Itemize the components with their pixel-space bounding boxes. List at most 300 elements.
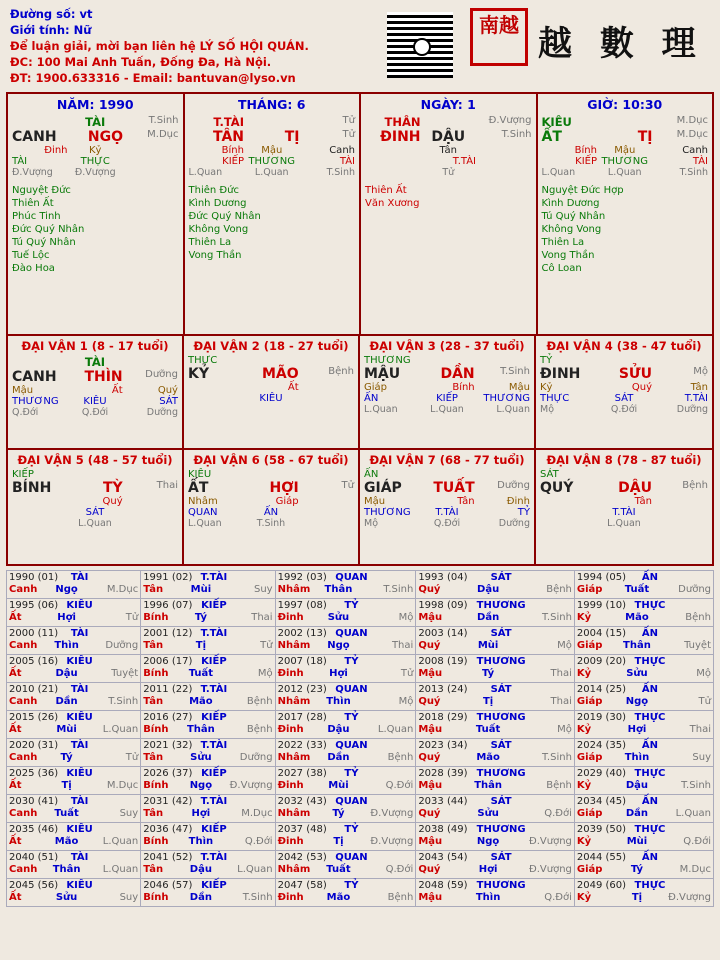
star-item: Đức Quý Nhân: [12, 224, 85, 235]
year-god: THỰC: [634, 880, 666, 891]
year-branch: Tý: [482, 668, 495, 679]
year-cell[interactable]: [416, 767, 575, 795]
dv-top-1: [419, 355, 474, 366]
dv-hidden-1: Quý: [631, 382, 652, 393]
year-label: 2003 (14): [418, 628, 468, 639]
year-stem: Tân: [143, 584, 164, 595]
year-stem: Quý: [418, 864, 441, 875]
year-cell[interactable]: [141, 655, 275, 683]
pillar-hour-phase-0: L.Quan: [541, 167, 576, 178]
dv-state: Dưỡng: [497, 480, 530, 491]
year-god: QUAN: [335, 740, 368, 751]
year-state: Đ.Vượng: [528, 864, 572, 875]
year-branch: Dậu: [477, 584, 500, 595]
header-text-block: [6, 6, 370, 92]
year-label: 2040 (51): [9, 852, 59, 863]
year-label: 2035 (46): [9, 824, 59, 835]
year-god: THƯƠNG: [476, 768, 526, 779]
year-branch: Thân: [474, 780, 503, 791]
pillar-day-state: T.Sinh: [501, 129, 532, 140]
dv-hidden-2: [299, 382, 354, 393]
year-stem: Mậu: [418, 724, 443, 735]
year-state: Q.Đới: [544, 808, 572, 819]
year-branch: Sửu: [55, 892, 78, 903]
year-cell[interactable]: [416, 711, 575, 739]
year-cell[interactable]: [574, 599, 713, 627]
year-god: KIÊU: [66, 768, 93, 779]
year-label: 2031 (42): [143, 796, 193, 807]
dv-branch: THÌN: [84, 369, 123, 385]
dv-stem: KỶ: [188, 366, 209, 382]
year-cell[interactable]: [7, 851, 141, 879]
year-cell[interactable]: [416, 851, 575, 879]
pillar-year-phase-2: [123, 167, 179, 178]
year-label: 2013 (24): [418, 684, 468, 695]
year-cell[interactable]: [574, 767, 713, 795]
year-cell[interactable]: [7, 711, 141, 739]
dv-god-0: THƯƠNG: [12, 396, 59, 407]
dv-god-1: KIÊU: [259, 393, 283, 404]
year-state: L.Quan: [377, 724, 414, 735]
year-stem: Quý: [418, 696, 441, 707]
year-god: SÁT: [490, 852, 512, 863]
dv-hidden-2: Quý: [157, 385, 178, 396]
star-item: Văn Xương: [365, 198, 420, 209]
pillar-month-star-list: [189, 184, 356, 262]
year-god: SÁT: [490, 740, 512, 751]
year-cell[interactable]: [574, 571, 713, 599]
year-state: Tuyệt: [111, 668, 139, 679]
year-god: SÁT: [490, 796, 512, 807]
year-cell[interactable]: [141, 795, 275, 823]
year-branch: Ngọ: [476, 836, 500, 847]
dv-hidden-0: Mậu: [12, 385, 34, 396]
year-cell[interactable]: [141, 767, 275, 795]
year-cell[interactable]: [574, 795, 713, 823]
year-god: KIÊU: [66, 600, 93, 611]
dv-state: Tử: [341, 480, 354, 491]
dv-god-0: ẤN: [364, 393, 379, 404]
year-cell[interactable]: [141, 683, 275, 711]
dv-god-0: QUAN: [188, 507, 218, 518]
star-item: Thiên Ất: [365, 185, 407, 196]
dv-phase-0: Q.Đới: [12, 407, 39, 418]
year-cell[interactable]: [574, 655, 713, 683]
year-label: 2025 (36): [9, 768, 59, 779]
pillar-year-top-2: T.Sinh: [148, 115, 179, 126]
dai-van-grid: [6, 336, 714, 566]
dv-phase-1: T.Sinh: [256, 518, 286, 529]
pillar-day-top-2: Đ.Vượng: [488, 115, 532, 126]
year-state: Dưỡng: [678, 584, 711, 595]
table-row: [7, 739, 714, 767]
star-item: Nguyệt Đức: [12, 185, 71, 196]
year-state: Bệnh: [546, 584, 572, 595]
header-line-duong-so: Đường số: vt: [10, 7, 93, 21]
header-line-lien-he: ĐT: 1900.633316 - Email: bantuvan@lyso.vn: [10, 71, 296, 85]
pillar-month-hidden-1: Mậu: [261, 145, 283, 156]
year-god: THỰC: [634, 768, 666, 779]
year-stem: Tân: [143, 808, 164, 819]
year-god: QUAN: [335, 628, 368, 639]
dai-van-cell-6: [184, 450, 360, 564]
header: [6, 6, 714, 92]
dv-branch: DẦN: [440, 366, 475, 382]
year-cell[interactable]: [7, 683, 141, 711]
year-god: THỰC: [634, 824, 666, 835]
table-row: [7, 767, 714, 795]
pillar-hour-god-2: TÀI: [692, 156, 708, 167]
year-label: 2027 (38): [277, 768, 327, 779]
dv-hidden-2: [652, 496, 708, 507]
star-item: Tuế Lộc: [12, 250, 50, 261]
year-label: 2028 (39): [418, 768, 468, 779]
year-stem: Canh: [9, 864, 38, 875]
year-stem: Ất: [9, 668, 22, 679]
seal-stamp: 南越: [470, 8, 528, 66]
year-label: 2015 (26): [9, 712, 59, 723]
year-state: L.Quan: [237, 864, 273, 875]
year-stem: Kỷ: [576, 836, 592, 847]
year-cell[interactable]: [416, 795, 575, 823]
year-stem: Tân: [143, 640, 164, 651]
year-stem: Đinh: [277, 892, 304, 903]
year-god: KIẾP: [201, 824, 227, 835]
star-item: Vong Thần: [188, 250, 242, 261]
year-label: 2030 (41): [9, 796, 59, 807]
dv-phase-2: L.Quan: [496, 404, 530, 415]
year-god: TÀI: [70, 852, 89, 863]
dv-stem: BÍNH: [12, 480, 52, 496]
year-cell[interactable]: [141, 823, 275, 851]
year-branch: Mùi: [328, 780, 349, 791]
pillar-month-phase-2: T.Sinh: [326, 167, 355, 178]
star-item: Phúc Tinh: [12, 211, 61, 222]
pillar-day: [361, 94, 538, 334]
year-stem: Quý: [418, 752, 441, 763]
dv-hidden-1: Bính: [452, 382, 475, 393]
pillar-year-god-0: TÀI: [12, 156, 28, 167]
dv-branch: MÃO: [261, 366, 299, 382]
dv-phase-1: L.Quan: [607, 518, 641, 529]
year-state: L.Quan: [102, 864, 139, 875]
pillar-day-stem: ĐINH: [380, 129, 421, 145]
qr-code-icon: [387, 12, 453, 78]
year-state: Q.Đới: [244, 836, 273, 847]
dv-god-1: KIÊU: [83, 396, 107, 407]
dv-phase-1: L.Quan: [430, 404, 464, 415]
year-god: ẤN: [641, 852, 658, 863]
dv-state: Mộ: [693, 366, 708, 377]
year-cell[interactable]: [7, 879, 141, 907]
pillar-month-top-1: [244, 115, 300, 129]
year-state: Thai: [550, 668, 572, 679]
year-label: 2022 (33): [277, 740, 327, 751]
year-state: M.Dục: [679, 864, 711, 875]
dv-phase-0: [12, 518, 67, 529]
year-state: Bệnh: [685, 612, 711, 623]
year-god: THƯƠNG: [476, 712, 526, 723]
year-cell[interactable]: [7, 795, 141, 823]
year-stem: Mậu: [418, 668, 443, 679]
year-cell[interactable]: [141, 851, 275, 879]
year-cell[interactable]: [275, 683, 416, 711]
year-label: 2014 (25): [576, 684, 627, 695]
year-cell[interactable]: [275, 767, 416, 795]
year-cell[interactable]: [416, 879, 575, 907]
year-state: Dưỡng: [239, 752, 273, 763]
year-god: T.TÀI: [200, 796, 228, 807]
year-stem: Giáp: [576, 584, 603, 595]
table-row: [7, 599, 714, 627]
year-stem: Ất: [9, 892, 22, 903]
year-cell[interactable]: [7, 739, 141, 767]
year-cell[interactable]: [574, 711, 713, 739]
year-god: SÁT: [490, 684, 512, 695]
year-branch: Dậu: [327, 724, 350, 735]
year-label: 2034 (45): [576, 796, 627, 807]
year-label: 2008 (19): [418, 656, 468, 667]
year-stem: Tân: [143, 864, 164, 875]
year-god: KIẾP: [201, 768, 227, 779]
year-god: KIÊU: [66, 824, 93, 835]
year-branch: Mùi: [477, 640, 499, 651]
pillar-day-hidden-0: [365, 145, 421, 156]
pillar-year-state: M.Dục: [147, 129, 179, 140]
dv-phase-2: [652, 518, 708, 529]
star-item: Tú Quý Nhân: [541, 211, 606, 222]
year-cell[interactable]: [141, 879, 275, 907]
year-state: Mộ: [257, 668, 273, 679]
year-stem: Tân: [143, 752, 164, 763]
year-cell[interactable]: [7, 823, 141, 851]
year-cell[interactable]: [275, 795, 416, 823]
year-branch: Tý: [60, 752, 73, 763]
year-stem: Bính: [143, 780, 169, 791]
year-label: 2033 (44): [418, 796, 468, 807]
dv-top-0: THỰC: [188, 355, 218, 366]
year-cell[interactable]: [141, 627, 275, 655]
pillar-hour-star-list: [542, 184, 709, 275]
year-god: QUAN: [335, 572, 368, 583]
year-cell[interactable]: [275, 879, 416, 907]
year-stem: Ất: [9, 780, 22, 791]
year-god: KIÊU: [66, 656, 93, 667]
dv-phase-0: L.Quan: [188, 518, 222, 529]
dv-phase-0: [540, 518, 596, 529]
year-cell[interactable]: [574, 739, 713, 767]
dv-phase-0: Mộ: [364, 518, 379, 529]
year-god: T.TÀI: [200, 572, 228, 583]
year-cell[interactable]: [416, 627, 575, 655]
year-cell[interactable]: [574, 627, 713, 655]
year-cell[interactable]: [416, 683, 575, 711]
table-row: [7, 683, 714, 711]
year-state: T.Sinh: [383, 584, 414, 595]
year-cell[interactable]: [416, 599, 575, 627]
star-item: Tú Quý Nhân: [12, 237, 76, 248]
dv-top-0: THƯƠNG: [364, 355, 411, 366]
year-cell[interactable]: [141, 739, 275, 767]
year-god: SÁT: [490, 572, 512, 583]
year-branch: Hợi: [191, 808, 211, 819]
star-item: Cô Loan: [541, 263, 582, 274]
year-branch: Tị: [482, 696, 494, 707]
year-cell[interactable]: [574, 683, 713, 711]
year-state: L.Quan: [102, 836, 139, 847]
year-god: ẤN: [641, 740, 658, 751]
dv-hidden-0: Kỷ: [540, 382, 553, 393]
year-label: 2037 (48): [277, 824, 327, 835]
year-state: Mộ: [696, 668, 711, 679]
year-cell[interactable]: [7, 655, 141, 683]
year-stem: Mậu: [418, 836, 443, 847]
year-cell[interactable]: [574, 823, 713, 851]
year-cell[interactable]: [275, 655, 416, 683]
year-label: 1991 (02): [143, 572, 193, 583]
year-god: ẤN: [641, 796, 658, 807]
year-cell[interactable]: [275, 823, 416, 851]
year-branch: Mão: [476, 752, 500, 763]
table-row: [7, 823, 714, 851]
dv-god-1: SÁT: [85, 507, 105, 518]
dv-state: Bệnh: [682, 480, 708, 491]
dv-phase-2: Dưỡng: [676, 404, 708, 415]
dv-god-1: T.TÀI: [435, 507, 459, 518]
year-stem: Canh: [9, 584, 38, 595]
year-cell[interactable]: [275, 739, 416, 767]
dv-state: T.Sinh: [500, 366, 530, 377]
pillar-day-title: NGÀY: 1: [420, 97, 476, 112]
year-branch: Tị: [631, 892, 643, 903]
year-cell[interactable]: [7, 767, 141, 795]
pillar-month-branch: TỊ: [284, 129, 300, 145]
pillar-day-god-0: [365, 156, 421, 167]
year-stem: Canh: [9, 808, 38, 819]
dv-top-2: [299, 469, 354, 480]
dv-top-2: [652, 355, 708, 366]
star-item: Không Vong: [188, 224, 249, 235]
dv-stem: CANH: [12, 369, 57, 385]
dv-god-0: [188, 393, 243, 404]
dv-hidden-2: Đinh: [506, 496, 530, 507]
dv-phase-2: Dưỡng: [146, 407, 178, 418]
year-branch: Dần: [327, 752, 350, 763]
dv-top-0: [12, 355, 67, 369]
year-state: Q.Đới: [544, 892, 572, 903]
pillar-month-god-0: KIẾP: [222, 156, 244, 167]
year-cell[interactable]: [275, 851, 416, 879]
year-god: TỶ: [344, 600, 359, 611]
pillar-month-top-0: T.TÀI: [213, 115, 244, 129]
year-cell[interactable]: [275, 599, 416, 627]
dv-god-2: SÁT: [159, 396, 178, 407]
year-god: T.TÀI: [200, 740, 228, 751]
year-label: 2020 (31): [9, 740, 59, 751]
dv-god-2: [299, 393, 354, 404]
dv-god-1: KIẾP: [436, 393, 458, 404]
year-label: 2007 (18): [277, 656, 327, 667]
dv-state: Thai: [156, 480, 178, 491]
year-state: Q.Đới: [385, 780, 414, 791]
year-stem: Mậu: [418, 892, 443, 903]
year-god: THỰC: [634, 600, 666, 611]
year-state: Đ.Vượng: [370, 836, 414, 847]
year-god: TỶ: [344, 712, 359, 723]
year-state: Mộ: [557, 640, 572, 651]
header-line-luan-giai: Để luận giải, mời bạn liên hệ LÝ SỐ HỘI QUÁN.: [10, 39, 309, 53]
year-cell[interactable]: [416, 571, 575, 599]
pillar-month-hidden-0: Bính: [221, 145, 244, 156]
dv-hidden-0: Nhâm: [188, 496, 218, 507]
year-cell[interactable]: [141, 599, 275, 627]
pillar-hour: [538, 94, 713, 334]
year-state: Mộ: [557, 724, 572, 735]
year-cell[interactable]: [7, 599, 141, 627]
pillar-hour-hidden-0: Bính: [574, 145, 597, 156]
year-cell[interactable]: [275, 571, 416, 599]
year-state: Thai: [689, 724, 711, 735]
dv-hidden-0: [540, 496, 596, 507]
year-label: 2039 (50): [576, 824, 627, 835]
year-cell[interactable]: [574, 851, 713, 879]
year-label: 2002 (13): [277, 628, 327, 639]
year-cell[interactable]: [574, 879, 713, 907]
dv-top-2: [299, 355, 354, 366]
year-cell[interactable]: [275, 627, 416, 655]
year-state: L.Quan: [102, 724, 139, 735]
year-stem: Kỷ: [576, 612, 592, 623]
pillar-hour-hidden-2: Canh: [682, 145, 708, 156]
year-label: 2024 (35): [576, 740, 627, 751]
year-cell[interactable]: [275, 711, 416, 739]
year-cell[interactable]: [416, 739, 575, 767]
dv-stem: MẬU: [364, 366, 401, 382]
pillar-hour-branch: TỊ: [637, 129, 653, 145]
year-cell[interactable]: [7, 627, 141, 655]
year-branch: Thìn: [624, 752, 650, 763]
year-label: 2045 (56): [9, 880, 59, 891]
year-state: Bệnh: [387, 892, 414, 903]
pillar-hour-phase-2: T.Sinh: [679, 167, 708, 178]
year-cell[interactable]: [141, 711, 275, 739]
year-label: 2049 (60): [576, 880, 627, 891]
year-label: 1999 (10): [576, 600, 627, 611]
year-state: Suy: [119, 808, 139, 819]
year-stem: Canh: [9, 640, 38, 651]
year-cell[interactable]: [7, 571, 141, 599]
year-stem: Nhâm: [277, 696, 311, 707]
year-label: 2000 (11): [9, 628, 59, 639]
dv-hidden-0: [188, 382, 243, 393]
year-state: Suy: [692, 752, 711, 763]
year-cell[interactable]: [416, 823, 575, 851]
dv-god-2: T.TÀI: [684, 393, 708, 404]
year-cell[interactable]: [141, 571, 275, 599]
dv-phase-1: L.Quan: [78, 518, 112, 529]
pillar-year-hidden-1: Kỷ: [89, 145, 102, 156]
year-cell[interactable]: [416, 655, 575, 683]
dv-hidden-1: Tân: [634, 496, 652, 507]
year-god: TÀI: [70, 628, 89, 639]
dv-branch: TUẤT: [433, 480, 475, 496]
dv-top-2: [123, 469, 178, 480]
pillar-year-star-list: [12, 184, 179, 275]
pillar-year: [8, 94, 185, 334]
pillar-day-phase-0: [365, 167, 421, 178]
year-god: THƯƠNG: [476, 880, 526, 891]
dv-hidden-2: Mậu: [508, 382, 530, 393]
